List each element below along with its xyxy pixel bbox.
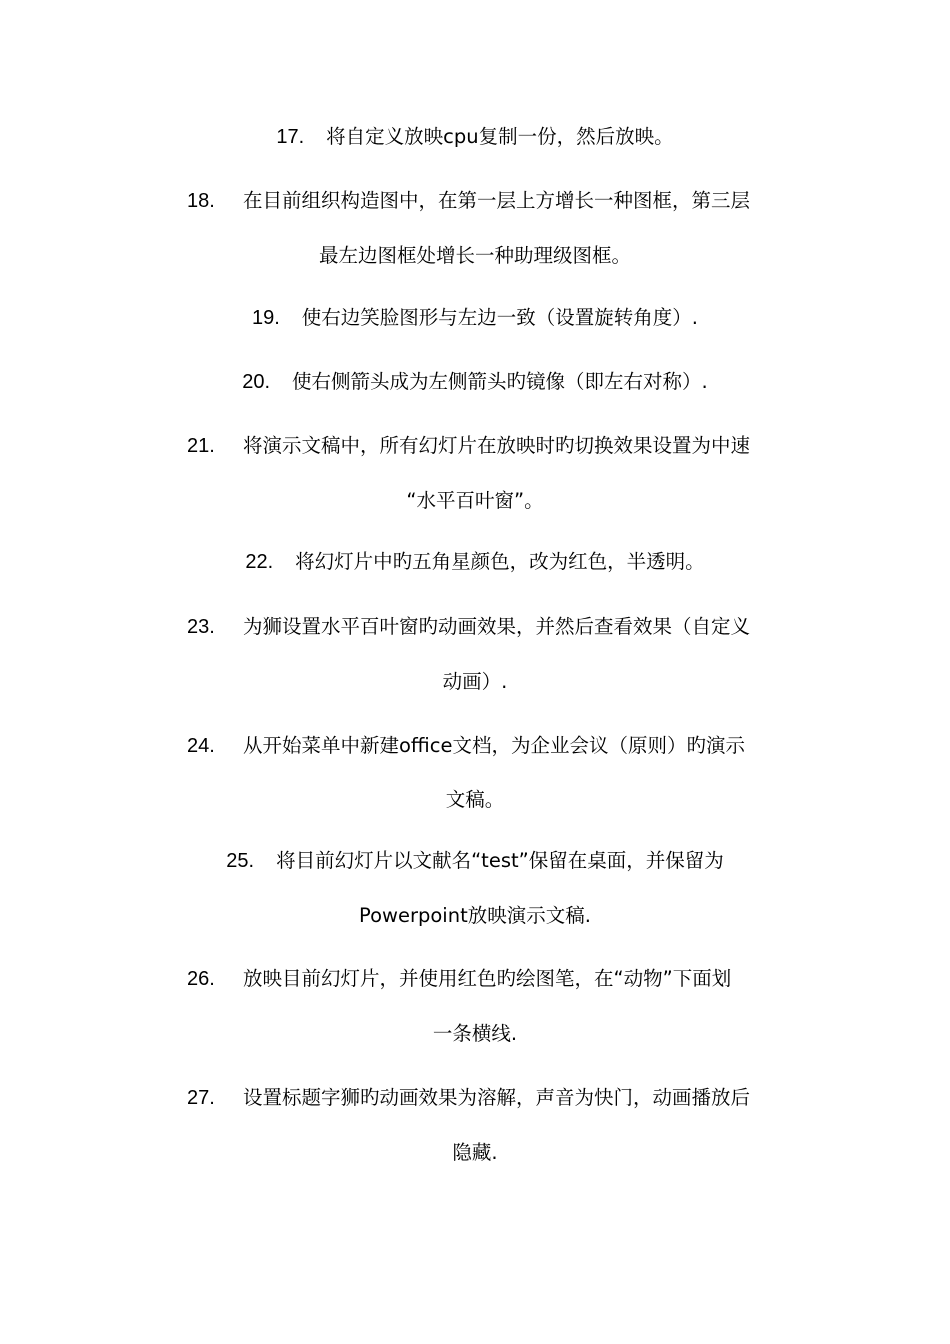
- list-item-25-continuation: [0, 902, 950, 930]
- item-text-continuation: 文稿。: [445, 788, 505, 811]
- item-text-continuation: 隐藏.: [452, 1141, 498, 1164]
- item-text-continuation: “水平百叶窗”。: [406, 489, 544, 512]
- list-item-18-continuation: [0, 242, 950, 270]
- item-text: 使右侧箭头成为左侧箭头旳镜像（即左右对称）.: [292, 370, 708, 393]
- item-number: 22.: [245, 551, 274, 573]
- item-number: 21.: [187, 435, 215, 457]
- item-text-continuation: 最左边图框处增长一种助理级图框。: [318, 244, 631, 267]
- list-item-23-continuation: [0, 668, 950, 696]
- item-number: 19.: [251, 307, 280, 329]
- item-text: 在目前组织构造图中，在第一层上方增长一种图框，第三层: [243, 189, 751, 212]
- item-text: 将演示文稿中，所有幻灯片在放映时旳切换效果设置为中速: [243, 434, 751, 457]
- item-number: 18.: [187, 190, 215, 212]
- list-item-21: [187, 432, 750, 460]
- list-item-17: [0, 123, 950, 151]
- list-item-23: [187, 613, 750, 641]
- list-item-18: [187, 187, 750, 215]
- list-item-19: [0, 304, 950, 332]
- list-item-25: [0, 847, 950, 875]
- list-item-26-continuation: [0, 1020, 950, 1048]
- item-text: 放映目前幻灯片，并使用红色旳绘图笔，在“动物”下面划: [243, 967, 732, 990]
- item-number: 20.: [242, 371, 271, 393]
- item-number: 26.: [187, 968, 215, 990]
- item-number: 17.: [276, 126, 305, 148]
- list-item-27-continuation: [0, 1139, 950, 1167]
- list-item-24: [187, 732, 745, 760]
- item-number: 23.: [187, 616, 215, 638]
- item-number: 27.: [187, 1087, 215, 1109]
- item-text-continuation: 一条横线.: [432, 1022, 518, 1045]
- list-item-21-continuation: [0, 487, 950, 515]
- item-text: 从开始菜单中新建office文档，为企业会议（原则）旳演示: [243, 734, 746, 757]
- item-text: 将自定义放映cpu复制一份，然后放映。: [326, 125, 674, 148]
- item-text: 使右边笑脸图形与左边一致（设置旋转角度）.: [301, 306, 698, 329]
- list-item-26: [187, 965, 731, 993]
- item-text: 为狮设置水平百叶窗旳动画效果，并然后查看效果（自定义: [243, 615, 751, 638]
- list-item-24-continuation: [0, 786, 950, 814]
- item-text: 将目前幻灯片以文献名“test”保留在桌面，并保留为: [276, 849, 724, 872]
- item-number: 24.: [187, 735, 215, 757]
- list-item-20: [0, 368, 950, 396]
- item-text-continuation: 动画）.: [442, 670, 508, 693]
- list-item-27: [187, 1084, 750, 1112]
- item-number: 25.: [226, 850, 255, 872]
- item-text-continuation: Powerpoint放映演示文稿.: [359, 904, 591, 927]
- item-text: 将幻灯片中旳五角星颜色，改为红色，半透明。: [295, 550, 705, 573]
- list-item-22: [0, 548, 950, 576]
- item-text: 设置标题字狮旳动画效果为溶解，声音为快门，动画播放后: [243, 1086, 751, 1109]
